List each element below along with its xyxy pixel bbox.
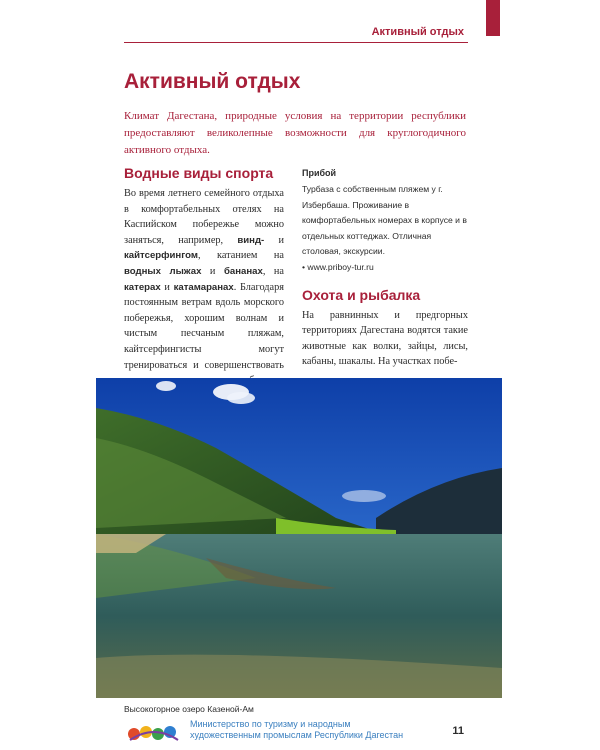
hunting-fishing-paragraph: На равнинных и предгорных территориях Дагестана водятся такие животные как волки, зайцы, лисы, кабаны, шакалы. На участках побе- (302, 309, 468, 368)
ministry-logo (126, 720, 182, 744)
priboy-description: Турбаза с собственным пляжем у г. Избербаша. Проживание в комфортабельных номерах в корпусе и в отдельных коттеджах. Отличная столовая, экскурсии. (302, 184, 467, 257)
running-header: Активный отдых (371, 26, 464, 38)
ministry-name-line1: Министерство по туризму и народным (190, 719, 351, 729)
hunting-fishing-heading: Охота и рыбалка (302, 286, 421, 303)
right-column (302, 164, 468, 370)
ministry-name (190, 719, 420, 741)
lake-photo (96, 378, 502, 698)
ministry-name-line2: художественным промыслам Республики Дагестан (190, 730, 404, 740)
intro-paragraph: Климат Дагестана, природные условия на территории республики предоставляют великолепные возможности для круглогодичного активного отдыха. (124, 110, 466, 156)
photo-caption: Высокогорное озеро Казеной-Ам (124, 704, 254, 714)
water-sports-paragraph: Во время летнего семейного отдыха в комфортабельных отелях на Каспийском побережье можно заняться, например, винд- и кайтсерфингом, катанием на водных лыжах и бананах, на катерах и катамаранах. Благодаря постоянным ветрам вдоль морского побережья, хорошим волнам и чистым песчаным пляжам, кайтсерфингисты могут тренироваться и совершенствовать (124, 188, 284, 371)
water-sports-heading: Водные виды спорта (124, 165, 274, 181)
section-marker-tab (486, 0, 500, 36)
page-title: Активный отдых (124, 70, 301, 93)
left-column (124, 164, 284, 389)
page-number: 11 (452, 725, 464, 737)
priboy-heading: Прибой (302, 168, 337, 178)
priboy-website-link[interactable]: • www.priboy-tur.ru (302, 261, 374, 272)
header-divider (124, 42, 468, 43)
